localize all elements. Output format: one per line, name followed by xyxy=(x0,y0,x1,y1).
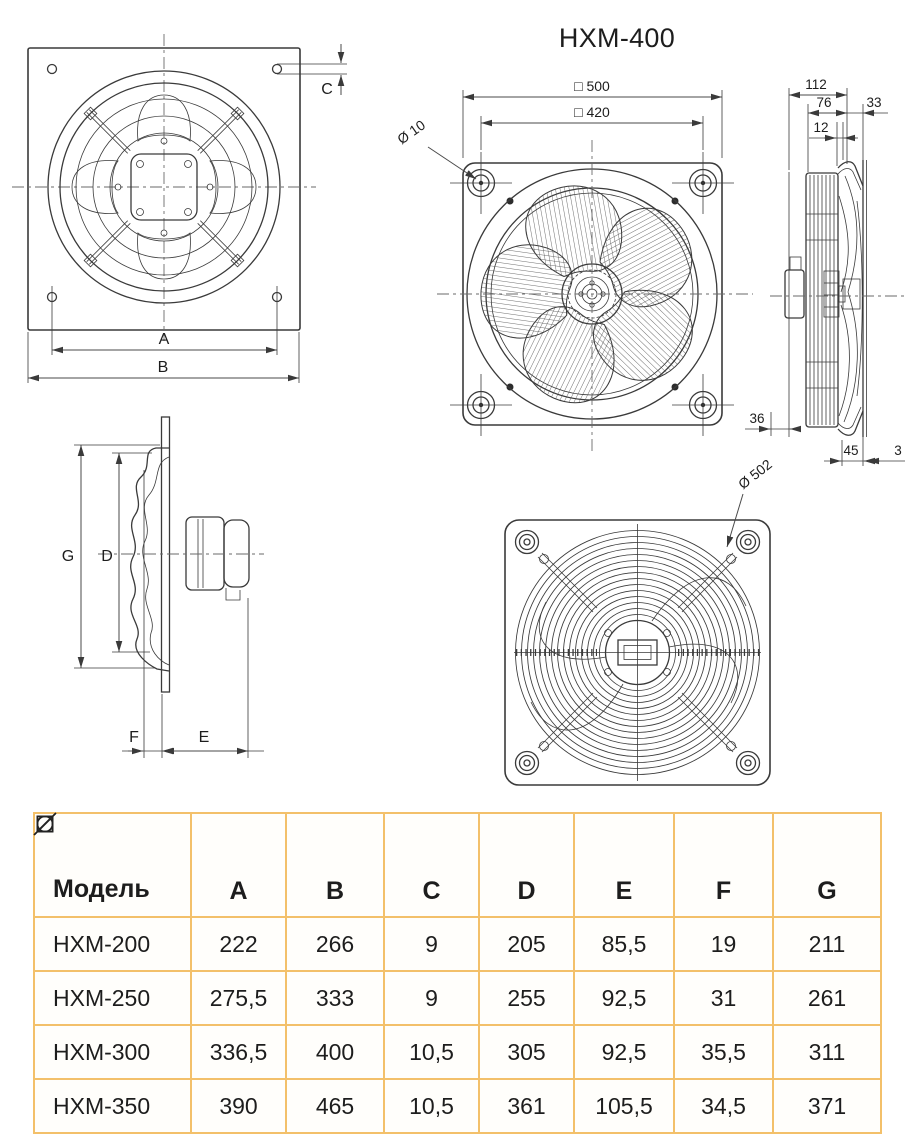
page-title: HXM-400 xyxy=(558,23,676,53)
model-cell: HXM-300 xyxy=(34,1025,191,1079)
dim-12-label: 12 xyxy=(813,120,829,135)
table-header-row xyxy=(34,813,881,917)
value-cell-c: 10,5 xyxy=(384,1079,479,1133)
dim-45-label: 45 xyxy=(843,443,859,458)
value-cell-b: 400 xyxy=(286,1025,384,1079)
view-front-plate xyxy=(12,34,347,383)
column-header-c: C xyxy=(384,813,479,917)
column-header-d: D xyxy=(479,813,574,917)
value-cell-c: 10,5 xyxy=(384,1025,479,1079)
column-header-a: A xyxy=(191,813,286,917)
value-cell-f: 19 xyxy=(674,917,773,971)
table-row xyxy=(34,1025,881,1079)
dimensions-table xyxy=(33,812,882,1134)
column-header-f: F xyxy=(674,813,773,917)
view-rear-guard xyxy=(505,456,775,785)
value-cell-a: 222 xyxy=(191,917,286,971)
value-cell-e: 85,5 xyxy=(574,917,674,971)
value-cell-a: 390 xyxy=(191,1079,286,1133)
value-cell-d: 361 xyxy=(479,1079,574,1133)
value-cell-b: 465 xyxy=(286,1079,384,1133)
dim-36-label: 36 xyxy=(749,411,765,426)
value-cell-d: 205 xyxy=(479,917,574,971)
value-cell-e: 92,5 xyxy=(574,1025,674,1079)
value-cell-g: 261 xyxy=(773,971,881,1025)
dim-112-label: 112 xyxy=(805,77,827,92)
column-header-g: G xyxy=(773,813,881,917)
diameter-icon xyxy=(774,849,880,875)
value-cell-b: 266 xyxy=(286,917,384,971)
dim-76-label: 76 xyxy=(816,95,832,110)
dim-guard-diameter-label: Ø 502 xyxy=(734,456,775,493)
view-side-gd xyxy=(62,417,264,758)
dim-33-label: 33 xyxy=(866,95,882,110)
dim-outer-square-label: □ 500 xyxy=(574,78,610,94)
dim-b-label: B xyxy=(157,359,169,376)
model-cell: HXM-350 xyxy=(34,1079,191,1133)
model-cell: HXM-250 xyxy=(34,971,191,1025)
dim-g-label: G xyxy=(61,548,75,565)
column-header-b: B xyxy=(286,813,384,917)
table-row xyxy=(34,1079,881,1133)
value-cell-e: 92,5 xyxy=(574,971,674,1025)
value-cell-g: 371 xyxy=(773,1079,881,1133)
value-cell-c: 9 xyxy=(384,917,479,971)
dim-inner-square-label: □ 420 xyxy=(574,104,610,120)
view-front-fan xyxy=(394,78,753,452)
value-cell-f: 31 xyxy=(674,971,773,1025)
dim-e-label: E xyxy=(198,729,210,746)
model-cell: HXM-200 xyxy=(34,917,191,971)
value-cell-f: 35,5 xyxy=(674,1025,773,1079)
value-cell-d: 255 xyxy=(479,971,574,1025)
dim-f-label: F xyxy=(129,729,139,746)
value-cell-f: 34,5 xyxy=(674,1079,773,1133)
dim-d-label: D xyxy=(101,548,113,565)
value-cell-g: 311 xyxy=(773,1025,881,1079)
diameter-icon xyxy=(480,849,573,875)
square-diagonal-icon xyxy=(287,849,383,875)
value-cell-b: 333 xyxy=(286,971,384,1025)
value-cell-d: 305 xyxy=(479,1025,574,1079)
dim-c-label: C xyxy=(321,81,333,98)
value-cell-a: 275,5 xyxy=(191,971,286,1025)
value-cell-g: 211 xyxy=(773,917,881,971)
dim-3-label: 3 xyxy=(894,443,902,458)
table-row xyxy=(34,971,881,1025)
value-cell-e: 105,5 xyxy=(574,1079,674,1133)
table-row xyxy=(34,917,881,971)
column-header-e: E xyxy=(574,813,674,917)
diameter-icon xyxy=(385,849,478,875)
square-diagonal-icon xyxy=(192,849,285,875)
value-cell-c: 9 xyxy=(384,971,479,1025)
dim-hole-diameter-label: Ø 10 xyxy=(394,116,429,148)
column-header-model: Модель xyxy=(34,813,191,917)
view-side-profile xyxy=(745,77,905,466)
value-cell-a: 336,5 xyxy=(191,1025,286,1079)
dim-a-label: A xyxy=(158,331,170,348)
